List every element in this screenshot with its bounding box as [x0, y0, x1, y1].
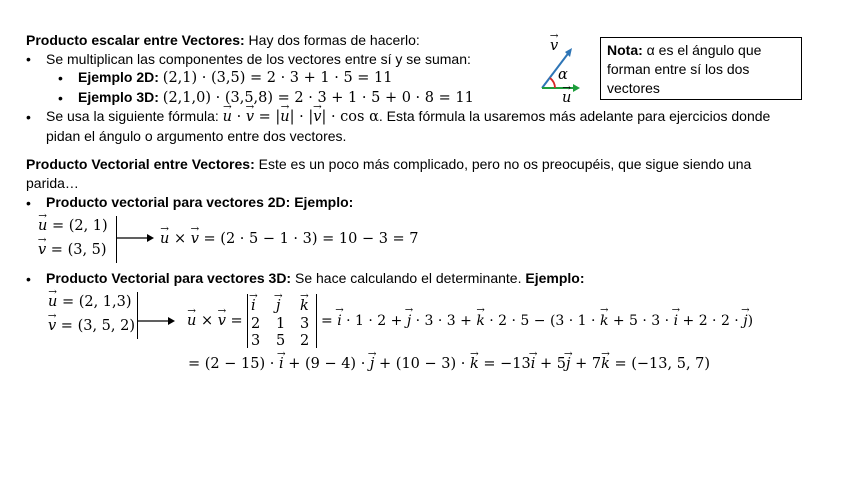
bullet-dot: •	[26, 109, 31, 125]
det-expansion: = → i · 1 · 2 + → j · 3 · 3 + → k · 2 · 5 − (3 · 1 · → k + 5 · 3 · → i + 2 · 2 · → j)	[321, 313, 753, 329]
ex2d-cross-result: → u × → v = (2 · 5 − 1 · 3) = 10 − 3 = 7	[160, 231, 419, 247]
scalar-product-heading	[26, 32, 420, 48]
scalar-bullet-2	[46, 108, 770, 125]
vector-2d-bullet-bold: Producto vectorial para vectores 2D: Ejemplo:	[46, 194, 354, 210]
ex2d-v-def: → v = (3, 5)	[38, 242, 107, 258]
vector-3d-bullet	[46, 270, 584, 286]
ex3d-v-def: → v = (3, 5, 2)	[48, 318, 135, 334]
bullet-dot: •	[58, 90, 63, 106]
vector-heading-line2: parida…	[26, 175, 79, 191]
det-i: → i	[251, 298, 256, 314]
implies-arrow-3d	[138, 315, 176, 327]
angle-arc	[550, 78, 555, 88]
cos-term: · cos α	[326, 109, 379, 125]
scalar-bullet-2-pre: Se usa la siguiente fórmula:	[46, 108, 223, 124]
note-label: Nota:	[607, 42, 643, 58]
note-box	[600, 37, 802, 100]
vector-2d-bullet	[46, 194, 353, 210]
bullet-dot: •	[26, 195, 31, 211]
det-j: → j	[276, 298, 281, 314]
ex3d-cross-lhs: → u × → v =	[187, 313, 243, 329]
example-3d-label: Ejemplo 3D:	[78, 89, 159, 105]
note-text: α es el ángulo que forman entre sí los dos vectores	[607, 42, 762, 96]
vector-heading-bold: Producto Vectorial entre Vectores:	[26, 156, 255, 172]
example-3d-scalar	[78, 89, 474, 106]
det-result-line: = (2 − 15) · → i + (9 − 4) · → j + (10 − 3) · → k = −13→ i + 5→ j + 7→ k = (−13, 5, 7)	[188, 356, 710, 372]
bullet-dot: •	[26, 271, 31, 287]
scalar-bullet-2-post: . Esta fórmula la usaremos más adelante para ejercicios donde	[378, 108, 771, 124]
scalar-bullet-2-line2: pidan el ángulo o argumento entre dos vectores.	[46, 128, 347, 144]
det-left-bar	[247, 294, 248, 348]
det-r2c3: 3	[300, 316, 310, 332]
det-r2c1: 2	[251, 316, 261, 332]
scalar-heading-rest: Hay dos formas de hacerlo:	[244, 32, 420, 48]
ex3d-u-def: → u = (2, 1,3)	[48, 294, 132, 310]
ex2d-u-def: → u = (2, 1)	[38, 218, 108, 234]
bullet-dot: •	[26, 51, 31, 67]
det-right-bar	[316, 294, 317, 348]
implies-arrow	[117, 232, 155, 244]
example-2d-formula: (2,1) · (3,5) = 2 · 3 + 1 · 5 = 11	[162, 70, 393, 86]
vector-heading-rest: Este es un poco más complicado, pero no os preocupéis, que sigue siendo una	[254, 156, 752, 172]
dot-product-formula: → u · → v = |→ u| · |→ v| · cos α	[223, 109, 379, 125]
det-r3c1: 3	[251, 333, 261, 349]
det-r3c3: 2	[300, 333, 310, 349]
vector-3d-bullet-bold2: Ejemplo:	[525, 270, 585, 286]
scalar-heading-bold: Producto escalar entre Vectores:	[26, 32, 245, 48]
det-r2c2: 1	[276, 316, 286, 332]
det-r3c2: 5	[276, 333, 286, 349]
vector-3d-bullet-rest: Se hace calculando el determinante.	[291, 270, 526, 286]
vector-u-arrowhead	[573, 84, 580, 92]
v-label: → v	[550, 38, 558, 54]
example-2d-scalar	[78, 69, 392, 86]
bullet-dot: •	[58, 70, 63, 86]
example-2d-label: Ejemplo 2D:	[78, 69, 159, 85]
vector-product-heading	[26, 156, 751, 172]
scalar-bullet-1: Se multiplican las componentes de los vectores entre sí y se suman:	[46, 51, 471, 67]
example-3d-formula: (2,1,0) · (3,5,8) = 2 · 3 + 1 · 5 + 0 · 8 = 11	[162, 90, 474, 106]
alpha-label: α	[558, 67, 568, 83]
det-k: → k	[300, 298, 309, 314]
u-label: → u	[562, 90, 571, 106]
vector-3d-bullet-bold: Producto Vectorial para vectores 3D:	[46, 270, 292, 286]
